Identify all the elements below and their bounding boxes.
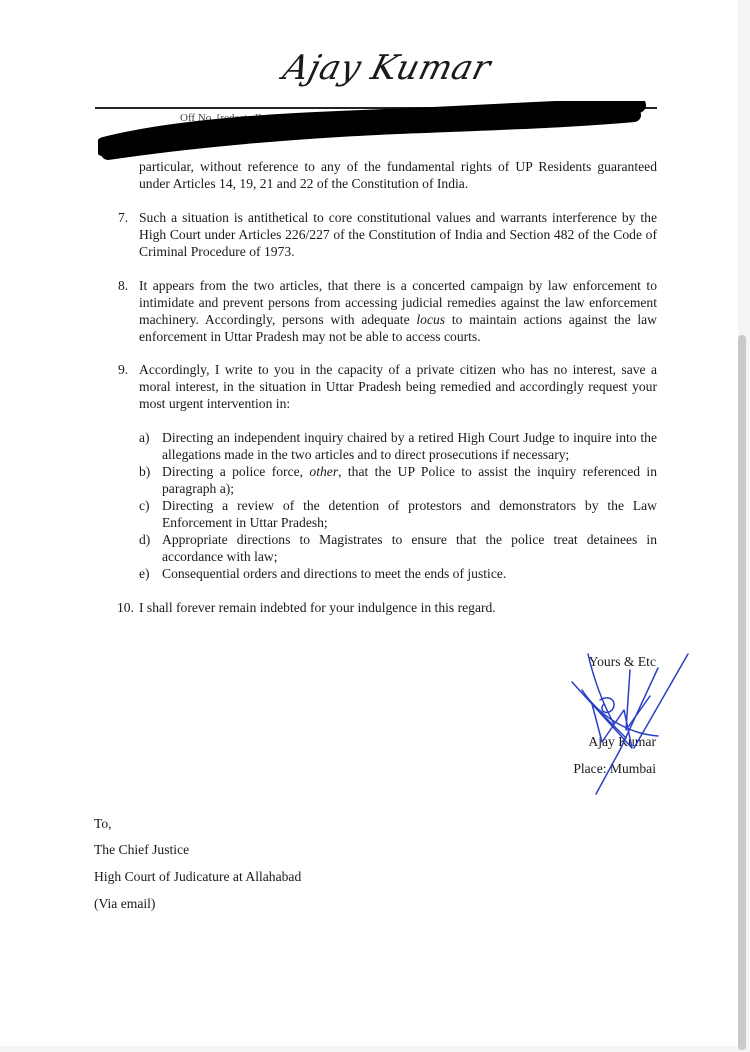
- addressee-title: The Chief Justice: [94, 842, 190, 857]
- paragraph-7-number: 7.: [118, 210, 129, 225]
- scrollbar[interactable]: [738, 335, 746, 1050]
- request-label-d: d): [139, 532, 151, 547]
- request-item-e: Consequential orders and directions to meet the ends of justice.: [162, 566, 507, 581]
- paragraph-9-number: 9.: [118, 362, 129, 377]
- addressee-court: High Court of Judicature at Allahabad: [94, 869, 302, 884]
- request-item-a: Directing an independent inquiry chaired by a retired High Court Judge to inquire into the allegations made in the two articles and to direct prosecutions if necessary;: [162, 430, 657, 462]
- paragraph-10-number: 10.: [117, 600, 134, 615]
- closing-name: Ajay Kumar: [588, 734, 656, 749]
- paragraph-8-number: 8.: [118, 278, 129, 293]
- request-label-c: c): [139, 498, 150, 513]
- letterhead-name: Ajay Kumar: [279, 48, 495, 88]
- italic-other: other: [309, 464, 339, 479]
- letterhead-contact-line-1: Off No. [redacted]: [180, 112, 262, 124]
- request-label-e: e): [139, 566, 150, 581]
- closing-place: Place: Mumbai: [573, 761, 656, 776]
- closing-yours: Yours & Etc: [588, 654, 656, 669]
- paragraph-8: It appears from the two articles, that there is a concerted campaign by law enforcement to intimidate and prevent persons from accessing judicial remedies against the law enforcement machinery. Accordingly, persons with adequate locus to maintain actions against the law enforcement in Uttar Pradesh may not be able to access courts.: [139, 278, 657, 344]
- request-item-b: Directing a police force, other, that the UP Police to assist the inquiry referenced in paragraph a);: [162, 464, 657, 496]
- paragraph-6-continuation: particular, without reference to any of the fundamental rights of UP Residents guaranteed under Articles 14, 19, 21 and 22 of the Constitution of India.: [139, 159, 657, 191]
- addressee-to: To,: [94, 816, 112, 831]
- redaction-marker: [98, 101, 646, 161]
- addressee-via: (Via email): [94, 896, 156, 911]
- paragraph-9: Accordingly, I write to you in the capacity of a private citizen who has no interest, save a moral interest, in the situation in Uttar Pradesh being remedied and accordingly request your most urgent intervention in:: [139, 362, 657, 411]
- italic-locus: locus: [416, 312, 446, 327]
- paragraph-7: Such a situation is antithetical to core constitutional values and warrants interference by the High Court under Articles 226/227 of the Constitution of India and Section 482 of the Code of Criminal Procedure of 1973.: [139, 210, 657, 259]
- request-label-a: a): [139, 430, 150, 445]
- request-label-b: b): [139, 464, 151, 479]
- letterhead-contact-line-2: Email: [redacted] Mobile: +91-[redacted]: [180, 125, 363, 137]
- request-item-c: Directing a review of the detention of protestors and demonstrators by the Law Enforcement in Uttar Pradesh;: [162, 498, 657, 530]
- request-item-d: Appropriate directions to Magistrates to ensure that the police treat detainees in accordance with law;: [162, 532, 657, 564]
- paragraph-10: I shall forever remain indebted for your indulgence in this regard.: [139, 600, 496, 615]
- handwritten-signature: [562, 650, 692, 800]
